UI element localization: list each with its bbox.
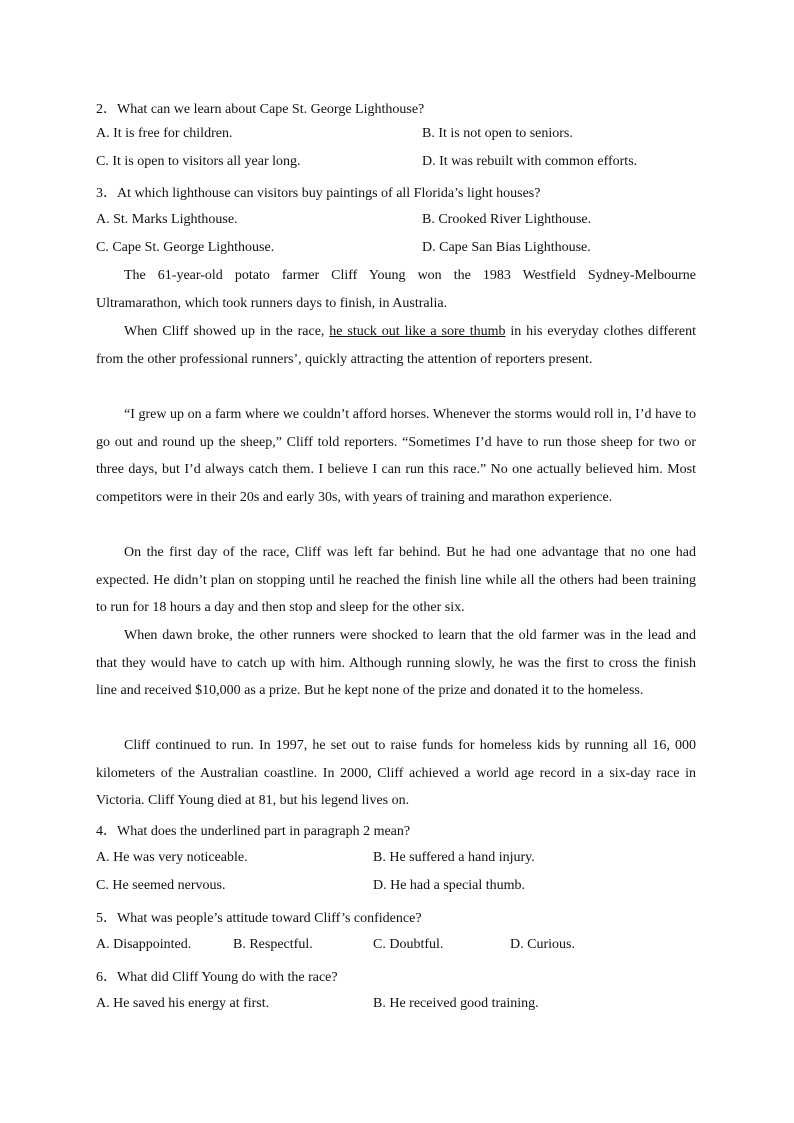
q2-option-d: D. It was rebuilt with common efforts. xyxy=(422,154,638,169)
q4-option-a: A. He was very noticeable. xyxy=(96,850,248,865)
passage-paragraph-1: The 61-year-old potato farmer Cliff Young won the 1983 Westfield Sydney-Melbourne Ultramarathon, which took runners days to finish, in Australia. xyxy=(96,268,696,311)
question-6: 6．What did Cliff Young do with the race? xyxy=(96,970,338,985)
q4-option-b: B. He suffered a hand injury. xyxy=(373,850,535,865)
passage-paragraph-6: Cliff continued to run. In 1997, he set out to raise funds for homeless kids by running all 16, 000 kilometers of the Australian coastline. In 2000, Cliff achieved a world age record in a six-day race in Victoria. Cliff Young died at 81, but his legend lives on. xyxy=(96,738,696,809)
q4-option-d: D. He had a special thumb. xyxy=(373,878,526,893)
passage-paragraph-2 xyxy=(96,318,696,373)
question-4: 4．What does the underlined part in paragraph 2 mean? xyxy=(96,824,411,839)
paragraph-2-text-before: When Cliff showed up in the race, xyxy=(124,324,330,339)
passage-paragraph-3: “I grew up on a farm where we couldn’t afford horses. Whenever the storms would roll in, I’d have to go out and round up the sheep,” Cliff told reporters. “Sometimes I’d have to run those sheep for two or three days, but I’d always catch them. I believe I can run this race.” No one actually believed him. Most competitors were in their 20s and early 30s, with years of training and marathon experience. xyxy=(96,407,696,506)
paragraph-2-text-after: in his everyday clothes different from the other professional runners’, quickly attracting the attention of reporters present. xyxy=(96,324,696,367)
underlined-phrase: he stuck out like a sore thumb xyxy=(329,324,506,339)
q3-option-a: A. St. Marks Lighthouse. xyxy=(96,212,238,227)
q3-option-b: B. Crooked River Lighthouse. xyxy=(422,212,592,227)
q4-option-c: C. He seemed nervous. xyxy=(96,878,226,893)
q2-option-c: C. It is open to visitors all year long. xyxy=(96,154,301,169)
q5-option-a: A. Disappointed. xyxy=(96,937,192,952)
q6-option-a: A. He saved his energy at first. xyxy=(96,996,270,1011)
question-5: 5．What was people’s attitude toward Cliff’s confidence? xyxy=(96,911,422,926)
q3-option-c: C. Cape St. George Lighthouse. xyxy=(96,240,275,255)
q6-option-b: B. He received good training. xyxy=(373,996,539,1011)
q5-option-c: C. Doubtful. xyxy=(373,937,444,952)
passage-paragraph-5: When dawn broke, the other runners were shocked to learn that the old farmer was in the lead and that they would have to catch up with him. Although running slowly, he was the first to cross the finish line and received $10,000 as a prize. But he kept none of the prize and donated it to the homeless. xyxy=(96,628,696,699)
question-2: 2．What can we learn about Cape St. George Lighthouse? xyxy=(96,102,425,117)
question-3: 3．At which lighthouse can visitors buy paintings of all Florida’s light houses? xyxy=(96,186,541,201)
q2-option-b: B. It is not open to seniors. xyxy=(422,126,573,141)
q3-option-d: D. Cape San Bias Lighthouse. xyxy=(422,240,591,255)
passage-paragraph-4: On the first day of the race, Cliff was left far behind. But he had one advantage that no one had expected. He didn’t plan on stopping until he reached the finish line while all the others had been training to run for 18 hours a day and then stop and sleep for the other six. xyxy=(96,545,696,616)
q5-option-d: D. Curious. xyxy=(510,937,575,952)
q2-option-a: A. It is free for children. xyxy=(96,126,233,141)
q5-option-b: B. Respectful. xyxy=(233,937,313,952)
